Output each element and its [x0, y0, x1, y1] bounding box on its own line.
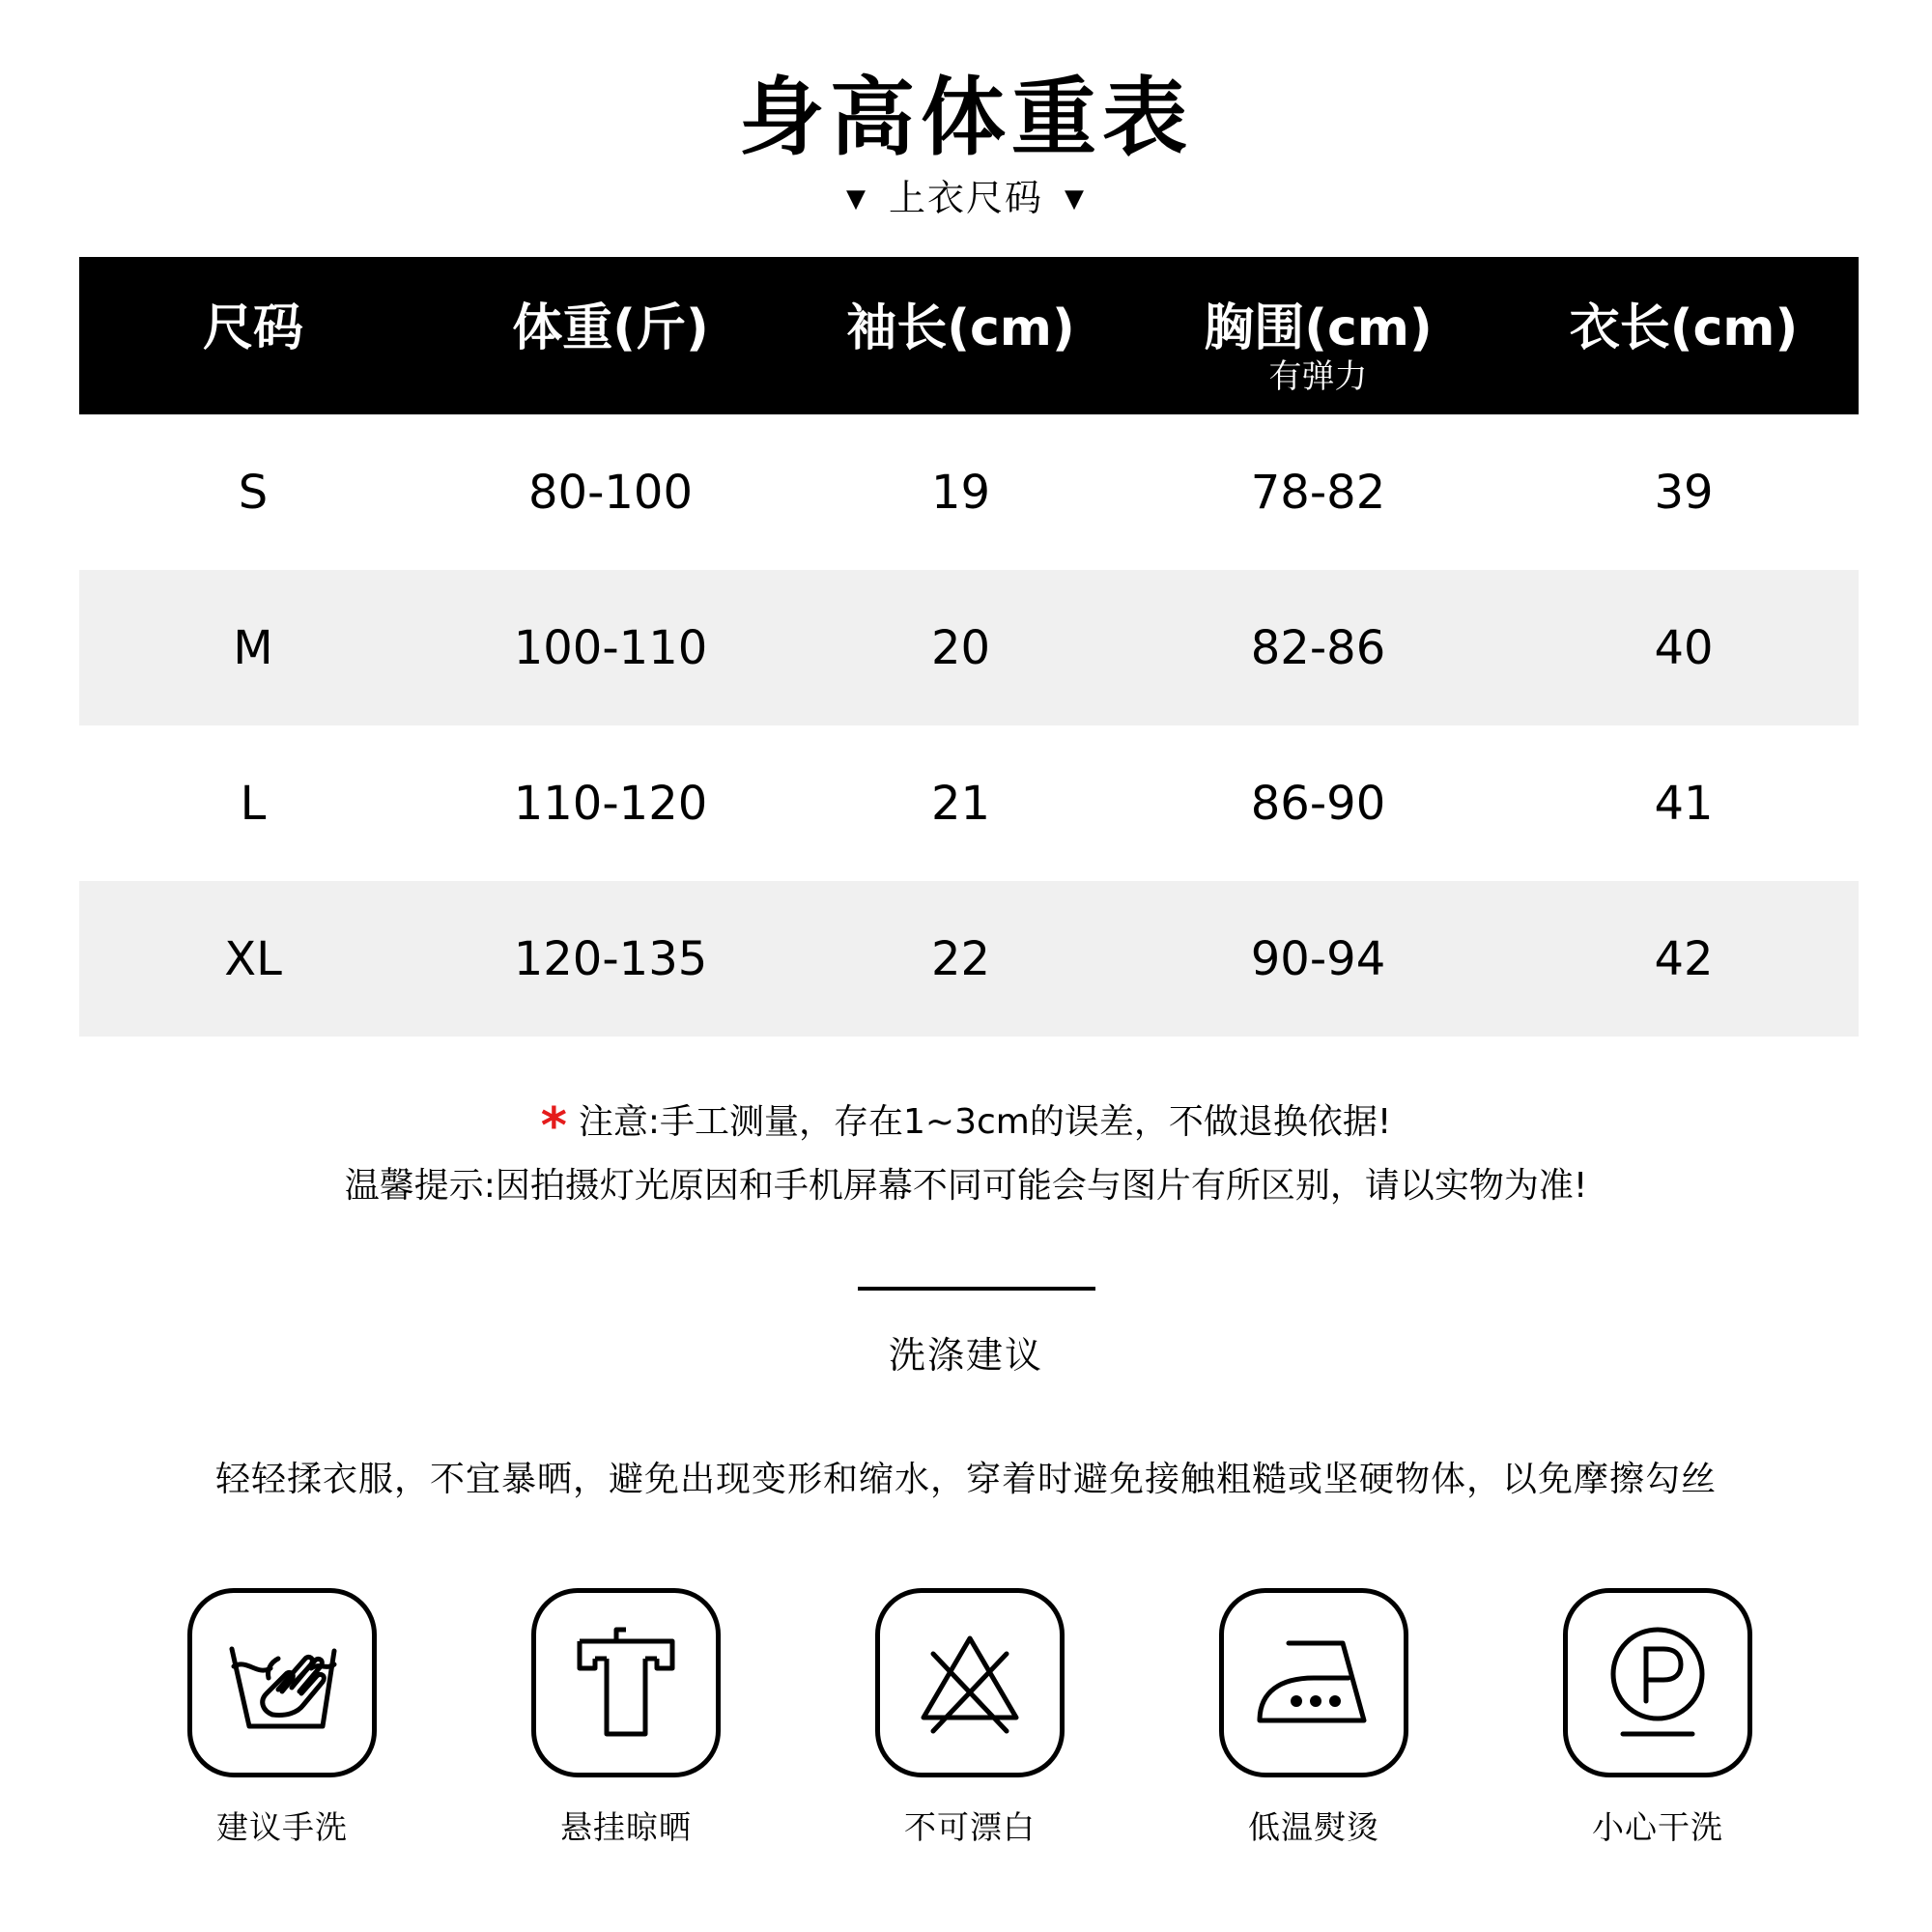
wash-section-title: 洗涤建议 [888, 1334, 1043, 1377]
header-label: 衣长(cm) [1569, 299, 1799, 357]
triangle-down-icon: ▼ [1065, 185, 1086, 213]
table-row [79, 414, 1859, 570]
table-cell: M [233, 620, 273, 675]
header-cell [79, 257, 427, 414]
triangle-down-icon: ▼ [845, 185, 867, 213]
hand-wash-icon [187, 1588, 377, 1777]
table-cell: 82-86 [1250, 620, 1386, 675]
size-table [79, 257, 1859, 1037]
care-item-dry-clean [1513, 1588, 1803, 1849]
table-cell: 120-135 [513, 931, 708, 986]
dry-clean-icon [1563, 1588, 1752, 1777]
table-cell: 21 [930, 776, 991, 831]
table-cell: 22 [930, 931, 991, 986]
care-label: 低温熨烫 [1248, 1808, 1379, 1846]
care-item-low-iron [1169, 1588, 1459, 1849]
table-cell: 100-110 [513, 620, 708, 675]
asterisk-icon: * [540, 1097, 567, 1155]
no-bleach-icon [875, 1588, 1065, 1777]
section-subtitle [0, 176, 1932, 221]
table-cell: 39 [1654, 465, 1714, 520]
table-cell: 90-94 [1250, 931, 1386, 986]
measurement-note [0, 1097, 1932, 1155]
header-cell [1509, 257, 1859, 414]
hang-dry-icon [531, 1588, 721, 1777]
section-divider [858, 1287, 1095, 1291]
care-item-hand-wash [137, 1588, 427, 1849]
table-cell: 78-82 [1250, 465, 1386, 520]
table-cell: 80-100 [527, 465, 693, 520]
table-cell: XL [224, 931, 282, 986]
care-label: 悬挂晾晒 [560, 1808, 692, 1846]
wash-description: 轻轻揉衣服，不宜暴晒，避免出现变形和缩水，穿着时避免接触粗糙或坚硬物体，以免摩擦勾丝 [214, 1460, 1717, 1499]
care-item-hang-dry [481, 1588, 771, 1849]
table-header [79, 257, 1859, 414]
table-cell: 19 [930, 465, 991, 520]
table-cell: 20 [930, 620, 991, 675]
table-cell: S [238, 465, 269, 520]
table-cell: 40 [1654, 620, 1714, 675]
table-cell: 42 [1654, 931, 1714, 986]
subtitle-text: 上衣尺码 [888, 177, 1043, 219]
header-label: 袖长(cm) [846, 299, 1075, 357]
page-title: 身高体重表 [738, 68, 1193, 167]
header-cell [794, 257, 1127, 414]
table-row [79, 881, 1859, 1037]
table-row [79, 725, 1859, 881]
care-label: 小心干洗 [1592, 1808, 1723, 1846]
color-disclaimer: 温馨提示:因拍摄灯光原因和手机屏幕不同可能会与图片有所区别，请以实物为准! [344, 1166, 1588, 1206]
care-label: 建议手洗 [216, 1808, 348, 1846]
header-label: 胸围(cm) [1204, 299, 1433, 357]
table-cell: 41 [1654, 776, 1714, 831]
care-item-no-bleach [825, 1588, 1115, 1849]
table-cell: L [240, 776, 267, 831]
table-row [79, 570, 1859, 725]
measurement-note-text: 注意:手工测量，存在1~3cm的误差，不做退换依据! [578, 1102, 1392, 1142]
low-iron-icon [1219, 1588, 1408, 1777]
table-cell: 110-120 [513, 776, 708, 831]
table-cell: 86-90 [1250, 776, 1386, 831]
header-cell [427, 257, 794, 414]
header-label: 尺码 [202, 299, 303, 357]
header-cell [1127, 257, 1509, 414]
care-label: 不可漂白 [904, 1808, 1036, 1846]
header-sublabel: 有弹力 [1268, 357, 1368, 396]
header-label: 体重(斤) [512, 299, 709, 357]
